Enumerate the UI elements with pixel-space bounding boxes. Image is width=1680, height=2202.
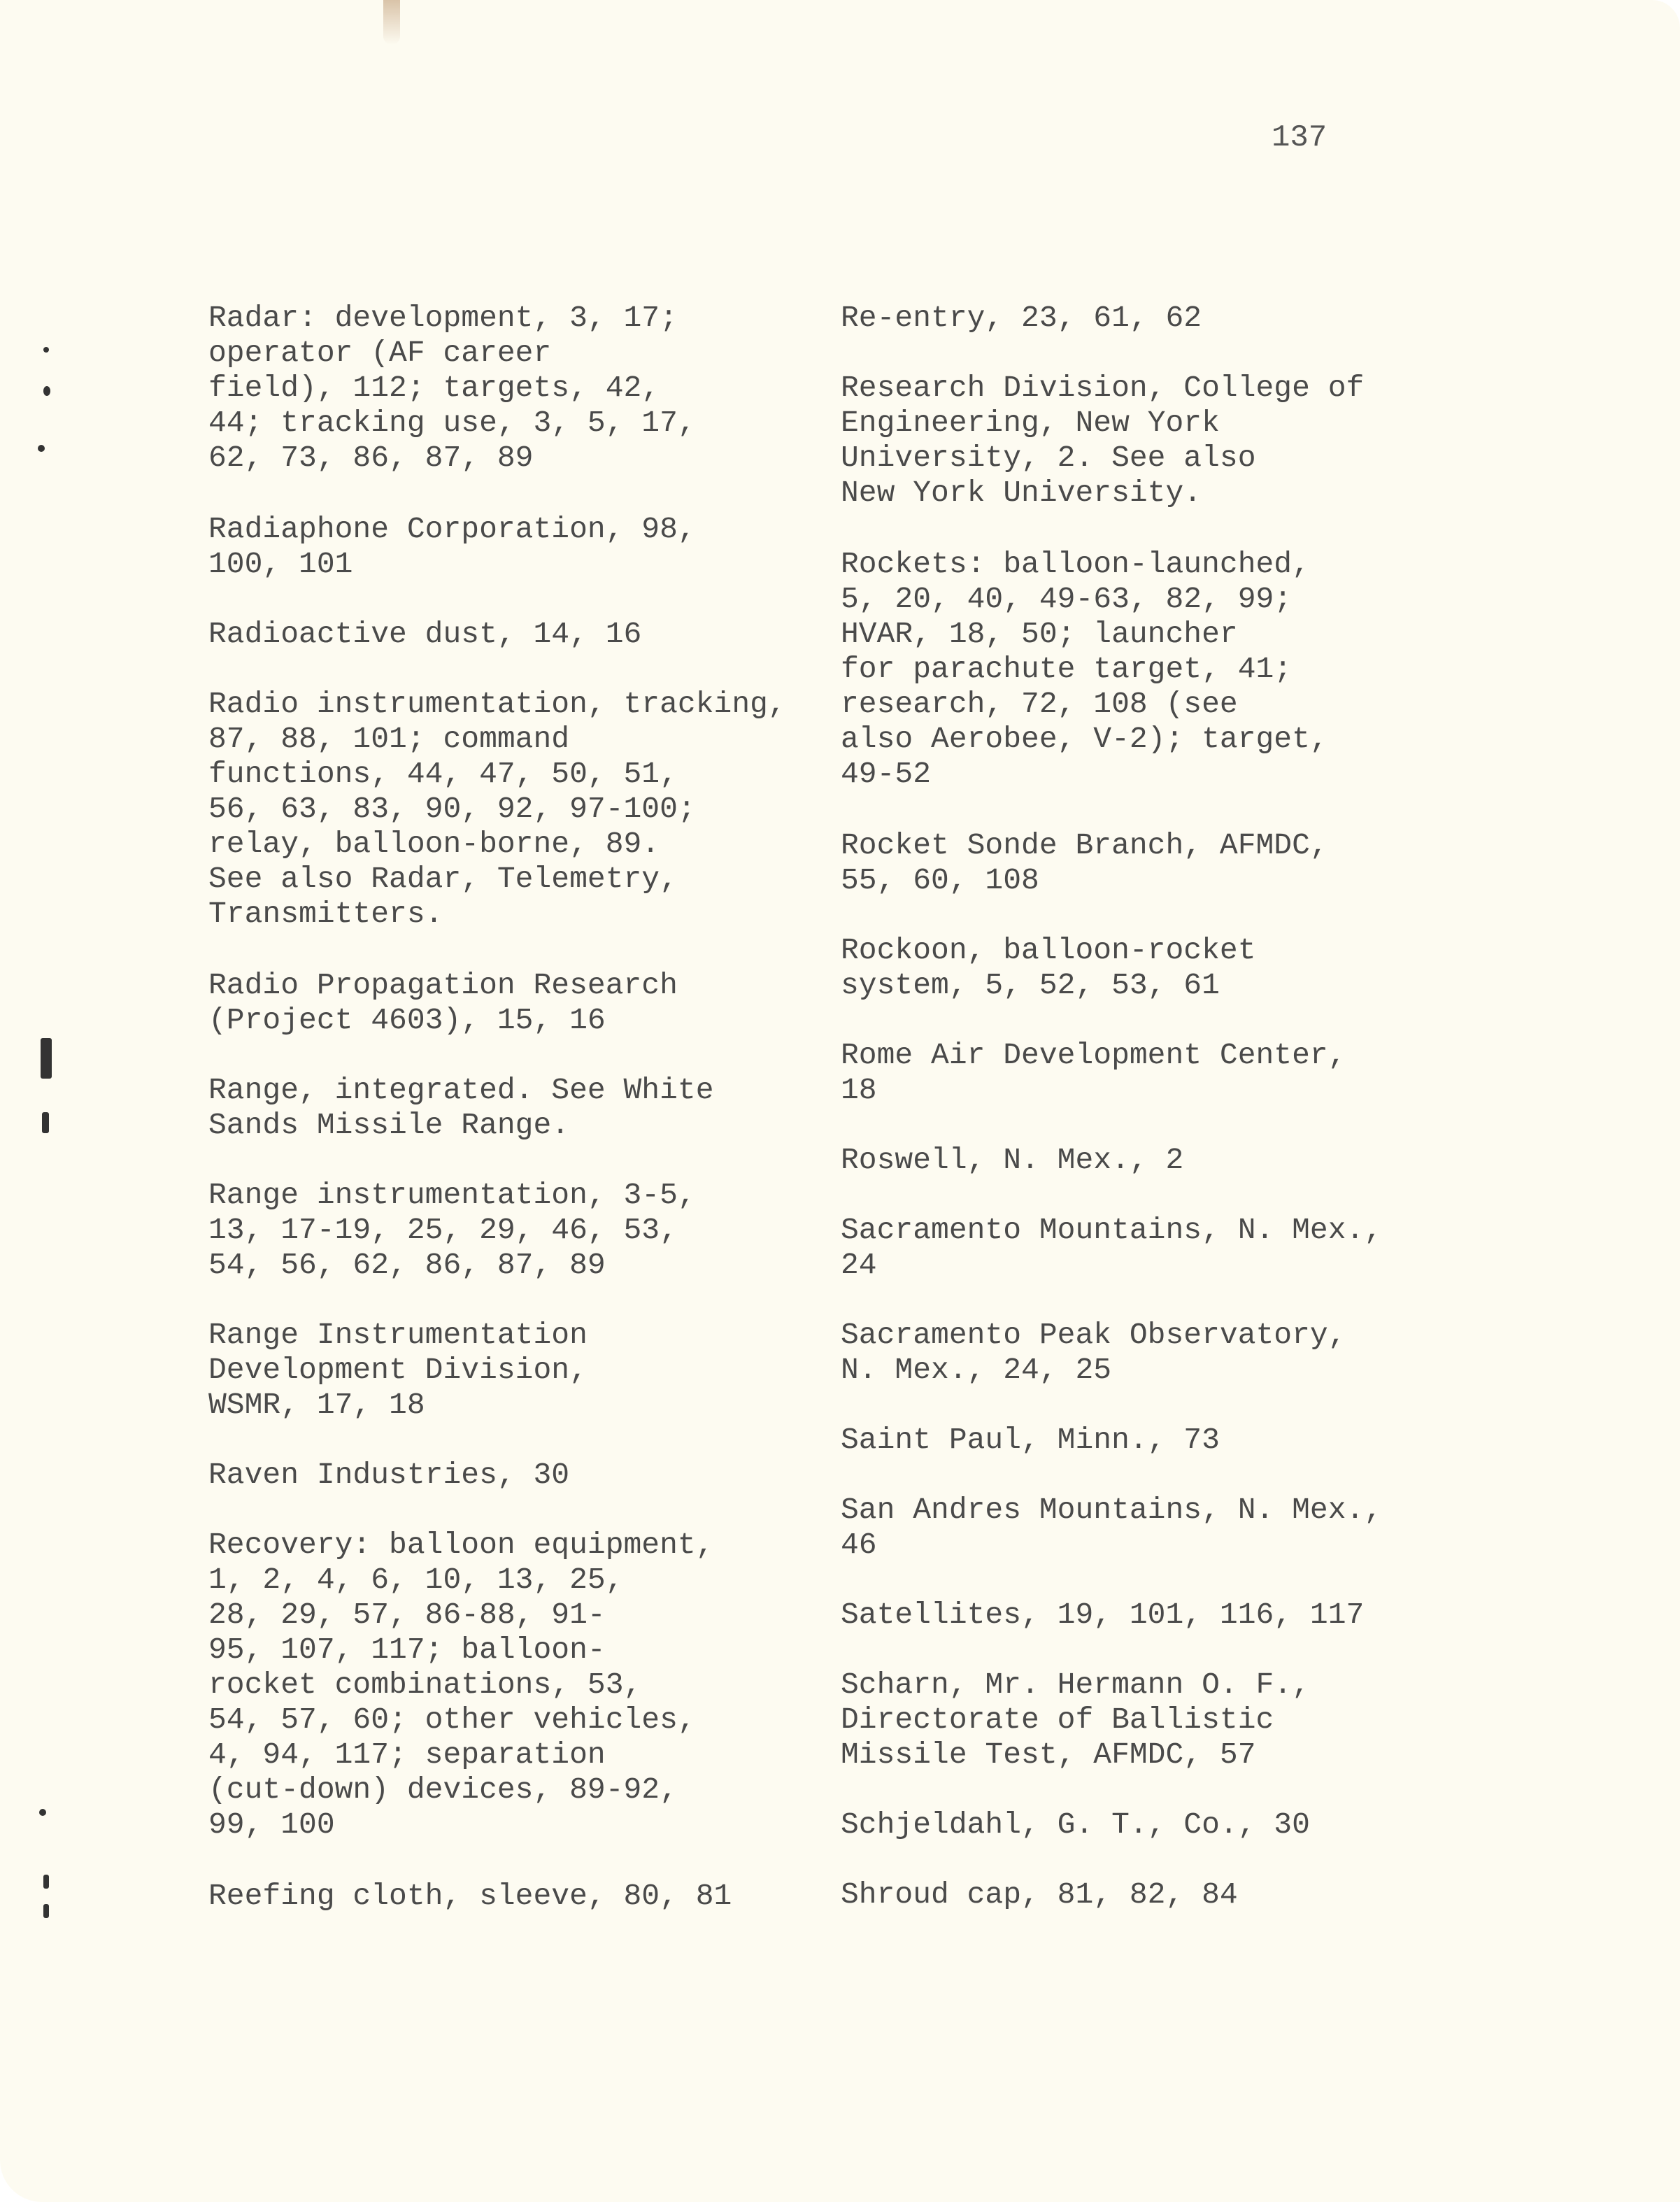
index-entry: Raven Industries, 30 bbox=[208, 1458, 570, 1492]
index-entry: Radar: development, 3, 17; operator (AF career field), 112; targets, 42, 44; tracking use, 3, 5, 17, 62, 73, 86, 87, 89 bbox=[208, 301, 696, 475]
margin-mark bbox=[41, 1038, 52, 1079]
index-entry: Rockoon, balloon-rocket system, 5, 52, 53, 61 bbox=[841, 933, 1256, 1002]
index-entry: Range Instrumentation Development Division, WSMR, 17, 18 bbox=[208, 1318, 588, 1422]
index-entry: Range, integrated. See White Sands Missile Range. bbox=[208, 1073, 714, 1142]
index-entry: Rome Air Development Center, 18 bbox=[841, 1038, 1346, 1107]
index-entry: Saint Paul, Minn., 73 bbox=[841, 1423, 1220, 1457]
index-entry: Schjeldahl, G. T., Co., 30 bbox=[841, 1807, 1310, 1842]
margin-mark bbox=[43, 386, 50, 396]
index-entry: Radioactive dust, 14, 16 bbox=[208, 617, 642, 651]
index-entry: Radio Propagation Research (Project 4603), 15, 16 bbox=[208, 968, 678, 1037]
margin-mark bbox=[43, 1904, 49, 1918]
index-entry: Rockets: balloon-launched, 5, 20, 40, 49-63, 82, 99; HVAR, 18, 50; launcher for parachute target, 41; research, 72, 108 (see also Aerobee, V-2); target, 49-52 bbox=[841, 547, 1328, 791]
margin-mark bbox=[38, 445, 45, 452]
index-entry: Roswell, N. Mex., 2 bbox=[841, 1143, 1184, 1177]
index-entry: Shroud cap, 81, 82, 84 bbox=[841, 1877, 1238, 1912]
margin-mark bbox=[42, 1112, 49, 1133]
index-entry: Sacramento Mountains, N. Mex., 24 bbox=[841, 1213, 1383, 1282]
index-entry: Recovery: balloon equipment, 1, 2, 4, 6, 10, 13, 25, 28, 29, 57, 86-88, 91- 95, 107, 117; balloon- rocket combinations, 53, 54, 57, 60; other vehicles, 4, 94, 117; separation (cut-down) devices, 89-92, 99, 100 bbox=[208, 1528, 714, 1842]
index-entry: Reefing cloth, sleeve, 80, 81 bbox=[208, 1879, 732, 1913]
index-entry: Range instrumentation, 3-5, 13, 17-19, 25, 29, 46, 53, 54, 56, 62, 86, 87, 89 bbox=[208, 1178, 696, 1282]
index-entry: Scharn, Mr. Hermann O. F., Directorate of Ballistic Missile Test, AFMDC, 57 bbox=[841, 1668, 1310, 1772]
margin-mark bbox=[43, 347, 49, 353]
index-entry: Radiaphone Corporation, 98, 100, 101 bbox=[208, 512, 696, 581]
index-entry: Research Division, College of Engineering, New York University, 2. See also New York University. bbox=[841, 371, 1365, 510]
index-entry: Re-entry, 23, 61, 62 bbox=[841, 301, 1202, 335]
page-number: 137 bbox=[1272, 120, 1327, 155]
index-entry: San Andres Mountains, N. Mex., 46 bbox=[841, 1493, 1383, 1562]
margin-mark bbox=[43, 1875, 49, 1889]
index-entry: Satellites, 19, 101, 116, 117 bbox=[841, 1598, 1365, 1632]
index-entry: Rocket Sonde Branch, AFMDC, 55, 60, 108 bbox=[841, 828, 1328, 897]
index-entry: Sacramento Peak Observatory, N. Mex., 24, 25 bbox=[841, 1318, 1346, 1387]
index-entry: Radio instrumentation, tracking, 87, 88, 101; command functions, 44, 47, 50, 51, 56, 63, 83, 90, 92, 97-100; relay, balloon-borne, 89. See also Radar, Telemetry, Transmitters. bbox=[208, 687, 786, 931]
margin-mark bbox=[39, 1809, 46, 1816]
page-stain bbox=[383, 0, 400, 45]
